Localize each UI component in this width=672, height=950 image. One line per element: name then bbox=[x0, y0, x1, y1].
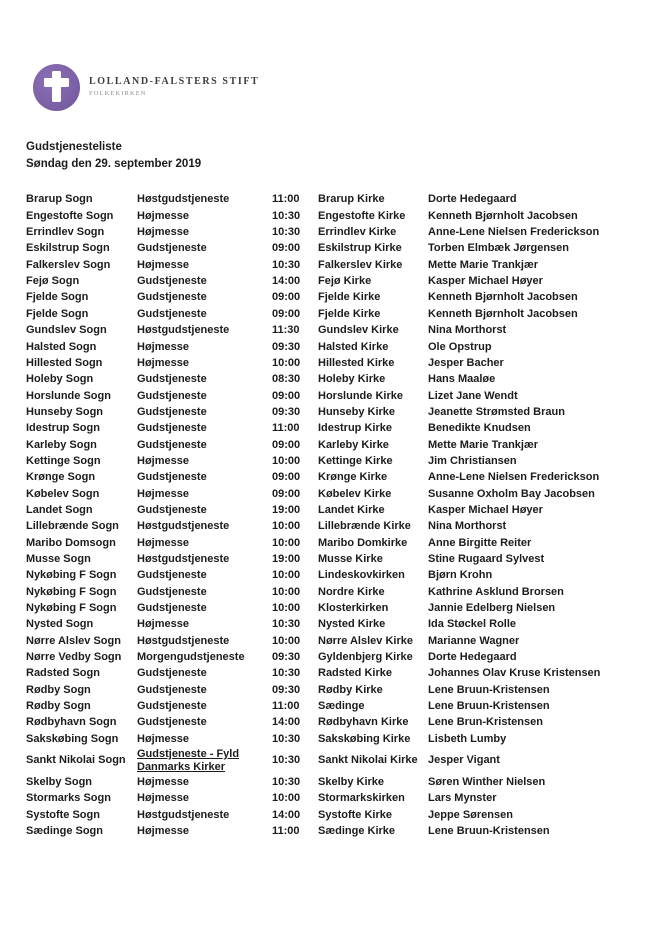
church-cell: Nysted Kirke bbox=[318, 618, 386, 631]
celebrant-cell: Lars Mynster bbox=[428, 792, 497, 805]
celebrant-cell: Jeanette Strømsted Braun bbox=[428, 405, 565, 418]
time-cell: 19:00 bbox=[272, 552, 301, 565]
table-row bbox=[26, 486, 662, 502]
time-cell: 10:30 bbox=[272, 732, 301, 745]
parish-cell: Systofte Sogn bbox=[26, 808, 100, 821]
celebrant-cell: Ole Opstrup bbox=[428, 340, 492, 353]
table-row bbox=[26, 241, 662, 257]
service-cell: Gudstjeneste bbox=[137, 471, 207, 484]
parish-cell: Eskilstrup Sogn bbox=[26, 242, 110, 255]
celebrant-cell: Kenneth Bjørnholt Jacobsen bbox=[428, 291, 578, 304]
service-cell: Gudstjeneste bbox=[137, 667, 207, 680]
parish-cell: Hunseby Sogn bbox=[26, 405, 104, 418]
church-cell: Errindlev Kirke bbox=[318, 226, 397, 239]
time-cell: 10:00 bbox=[272, 585, 301, 598]
time-cell: 09:00 bbox=[272, 307, 301, 320]
church-cell: Gyldenbjerg Kirke bbox=[318, 651, 413, 664]
church-cell: Holeby Kirke bbox=[318, 373, 386, 386]
service-cell: Gudstjeneste bbox=[137, 389, 207, 402]
time-cell: 10:30 bbox=[272, 754, 301, 767]
parish-cell: Sædinge Sogn bbox=[26, 825, 103, 838]
table-row bbox=[26, 666, 662, 682]
service-cell: Gudstjeneste bbox=[137, 700, 207, 713]
table-row bbox=[26, 290, 662, 306]
service-cell: Højmesse bbox=[137, 356, 189, 369]
parish-cell: Nykøbing F Sogn bbox=[26, 585, 117, 598]
table-row bbox=[26, 323, 662, 339]
celebrant-cell: Hans Maaløe bbox=[428, 373, 496, 386]
time-cell: 09:00 bbox=[272, 471, 301, 484]
service-cell: Højmesse bbox=[137, 209, 189, 222]
service-cell: Højmesse bbox=[137, 792, 189, 805]
church-cell: Engestofte Kirke bbox=[318, 209, 406, 222]
celebrant-cell: Bjørn Krohn bbox=[428, 569, 493, 582]
diocese-name: LOLLAND-FALSTERS STIFT bbox=[89, 76, 260, 87]
celebrant-cell: Mette Marie Trankjær bbox=[428, 438, 539, 451]
celebrant-cell: Dorte Hedegaard bbox=[428, 651, 517, 664]
celebrant-cell: Anne-Lene Nielsen Frederickson bbox=[428, 471, 600, 484]
time-cell: 10:00 bbox=[272, 536, 301, 549]
time-cell: 09:30 bbox=[272, 683, 301, 696]
church-cell: Musse Kirke bbox=[318, 552, 383, 565]
diocese-logo-text bbox=[89, 76, 259, 111]
table-row bbox=[26, 274, 662, 290]
celebrant-cell: Nina Morthorst bbox=[428, 324, 507, 337]
time-cell: 09:30 bbox=[272, 340, 301, 353]
table-row bbox=[26, 470, 662, 486]
church-cell: Hunseby Kirke bbox=[318, 405, 396, 418]
cross-horizontal-bar bbox=[44, 78, 69, 87]
celebrant-cell: Jim Christiansen bbox=[428, 454, 517, 467]
celebrant-cell: Lene Bruun-Kristensen bbox=[428, 683, 550, 696]
table-row bbox=[26, 617, 662, 633]
church-cell: Lindeskovkirken bbox=[318, 569, 405, 582]
page-title: Gudstjenesteliste bbox=[26, 141, 122, 153]
time-cell: 11:00 bbox=[272, 193, 300, 206]
parish-cell: Krønge Sogn bbox=[26, 471, 96, 484]
church-cell: Falkerslev Kirke bbox=[318, 258, 403, 271]
time-cell: 10:00 bbox=[272, 454, 301, 467]
church-cell: Sædinge bbox=[318, 700, 365, 713]
title-block bbox=[26, 139, 201, 172]
church-cell: Idestrup Kirke bbox=[318, 422, 392, 435]
service-cell: Høstgudstjeneste bbox=[137, 520, 230, 533]
church-cell: Nørre Alslev Kirke bbox=[318, 634, 413, 647]
celebrant-cell: Anne-Lene Nielsen Frederickson bbox=[428, 226, 600, 239]
parish-cell: Karleby Sogn bbox=[26, 438, 97, 451]
celebrant-cell: Lisbeth Lumby bbox=[428, 732, 507, 745]
celebrant-cell: Jeppe Sørensen bbox=[428, 808, 513, 821]
table-row bbox=[26, 650, 662, 666]
parish-cell: Landet Sogn bbox=[26, 503, 93, 516]
parish-cell: Engestofte Sogn bbox=[26, 209, 114, 222]
parish-cell: Rødbyhavn Sogn bbox=[26, 716, 117, 729]
table-row bbox=[26, 306, 662, 322]
service-cell: Gudstjeneste - Fyld Danmarks Kirker bbox=[137, 747, 240, 774]
diocese-subtitle: FOLKEKIRKEN bbox=[89, 90, 147, 97]
church-cell: Stormarkskirken bbox=[318, 792, 405, 805]
table-row bbox=[26, 584, 662, 600]
table-row bbox=[26, 388, 662, 404]
service-cell: Højmesse bbox=[137, 825, 189, 838]
service-cell: Gudstjeneste bbox=[137, 307, 207, 320]
table-row bbox=[26, 568, 662, 584]
time-cell: 11:00 bbox=[272, 422, 300, 435]
service-cell: Gudstjeneste bbox=[137, 716, 207, 729]
service-cell: Gudstjeneste bbox=[137, 242, 207, 255]
celebrant-cell: Kasper Michael Høyer bbox=[428, 503, 543, 516]
church-cell: Købelev Kirke bbox=[318, 487, 392, 500]
table-row bbox=[26, 791, 662, 807]
service-cell: Gudstjeneste bbox=[137, 405, 207, 418]
table-row bbox=[26, 257, 662, 273]
diocese-logo bbox=[33, 64, 259, 111]
table-row bbox=[26, 437, 662, 453]
church-cell: Nordre Kirke bbox=[318, 585, 385, 598]
service-cell: Højmesse bbox=[137, 226, 189, 239]
parish-cell: Sankt Nikolai Sogn bbox=[26, 754, 126, 767]
table-row bbox=[26, 372, 662, 388]
service-table bbox=[0, 192, 672, 840]
church-cell: Radsted Kirke bbox=[318, 667, 392, 680]
church-cell: Krønge Kirke bbox=[318, 471, 388, 484]
time-cell: 11:30 bbox=[272, 324, 300, 337]
service-cell: Gudstjeneste bbox=[137, 291, 207, 304]
church-cell: Brarup Kirke bbox=[318, 193, 385, 206]
celebrant-cell: Johannes Olav Kruse Kristensen bbox=[428, 667, 601, 680]
celebrant-cell: Ida Støckel Rolle bbox=[428, 618, 517, 631]
church-cell: Hillested Kirke bbox=[318, 356, 395, 369]
table-row bbox=[26, 601, 662, 617]
time-cell: 19:00 bbox=[272, 503, 301, 516]
celebrant-cell: Jannie Edelberg Nielsen bbox=[428, 602, 556, 615]
time-cell: 09:00 bbox=[272, 438, 301, 451]
service-cell: Højmesse bbox=[137, 487, 189, 500]
service-cell: Højmesse bbox=[137, 776, 189, 789]
table-row bbox=[26, 404, 662, 420]
parish-cell: Maribo Domsogn bbox=[26, 536, 116, 549]
parish-cell: Sakskøbing Sogn bbox=[26, 732, 119, 745]
parish-cell: Halsted Sogn bbox=[26, 340, 97, 353]
parish-cell: Nykøbing F Sogn bbox=[26, 602, 117, 615]
church-cell: Fjelde Kirke bbox=[318, 307, 381, 320]
parish-cell: Rødby Sogn bbox=[26, 700, 91, 713]
service-cell: Højmesse bbox=[137, 258, 189, 271]
church-cell: Eskilstrup Kirke bbox=[318, 242, 402, 255]
service-cell: Gudstjeneste bbox=[137, 503, 207, 516]
service-cell: Højmesse bbox=[137, 340, 189, 353]
parish-cell: Hillested Sogn bbox=[26, 356, 103, 369]
parish-cell: Nørre Alslev Sogn bbox=[26, 634, 121, 647]
time-cell: 11:00 bbox=[272, 700, 300, 713]
time-cell: 09:00 bbox=[272, 242, 301, 255]
time-cell: 09:00 bbox=[272, 389, 301, 402]
parish-cell: Brarup Sogn bbox=[26, 193, 93, 206]
celebrant-cell: Jesper Bacher bbox=[428, 356, 504, 369]
service-cell: Høstgudstjeneste bbox=[137, 193, 230, 206]
parish-cell: Gundslev Sogn bbox=[26, 324, 107, 337]
parish-cell: Lillebrænde Sogn bbox=[26, 520, 119, 533]
time-cell: 10:30 bbox=[272, 226, 301, 239]
parish-cell: Købelev Sogn bbox=[26, 487, 100, 500]
time-cell: 09:30 bbox=[272, 651, 301, 664]
service-cell: Højmesse bbox=[137, 618, 189, 631]
celebrant-cell: Kenneth Bjørnholt Jacobsen bbox=[428, 307, 578, 320]
parish-cell: Falkerslev Sogn bbox=[26, 258, 111, 271]
parish-cell: Fjelde Sogn bbox=[26, 291, 89, 304]
service-cell: Gudstjeneste bbox=[137, 683, 207, 696]
parish-cell: Radsted Sogn bbox=[26, 667, 100, 680]
table-row bbox=[26, 807, 662, 823]
church-cell: Karleby Kirke bbox=[318, 438, 389, 451]
church-cell: Rødby Kirke bbox=[318, 683, 383, 696]
time-cell: 11:00 bbox=[272, 825, 300, 838]
time-cell: 10:30 bbox=[272, 618, 301, 631]
celebrant-cell: Anne Birgitte Reiter bbox=[428, 536, 532, 549]
table-row bbox=[26, 552, 662, 568]
celebrant-cell: Jesper Vigant bbox=[428, 754, 500, 767]
table-row bbox=[26, 421, 662, 437]
celebrant-cell: Kasper Michael Høyer bbox=[428, 275, 543, 288]
table-row bbox=[26, 339, 662, 355]
parish-cell: Holeby Sogn bbox=[26, 373, 94, 386]
table-row bbox=[26, 192, 662, 208]
time-cell: 10:00 bbox=[272, 520, 301, 533]
service-cell: Gudstjeneste bbox=[137, 438, 207, 451]
celebrant-cell: Torben Elmbæk Jørgensen bbox=[428, 242, 569, 255]
celebrant-cell: Lene Brun-Kristensen bbox=[428, 716, 543, 729]
service-cell: Gudstjeneste bbox=[137, 602, 207, 615]
parish-cell: Nykøbing F Sogn bbox=[26, 569, 117, 582]
parish-cell: Kettinge Sogn bbox=[26, 454, 101, 467]
church-cell: Halsted Kirke bbox=[318, 340, 389, 353]
celebrant-cell: Stine Rugaard Sylvest bbox=[428, 552, 545, 565]
parish-cell: Horslunde Sogn bbox=[26, 389, 111, 402]
service-cell: Højmesse bbox=[137, 454, 189, 467]
parish-cell: Nysted Sogn bbox=[26, 618, 94, 631]
time-cell: 10:30 bbox=[272, 776, 301, 789]
table-row bbox=[26, 355, 662, 371]
table-row bbox=[26, 699, 662, 715]
church-cell: Skelby Kirke bbox=[318, 776, 385, 789]
church-cell: Horslunde Kirke bbox=[318, 389, 403, 402]
cross-logo-icon bbox=[33, 64, 80, 111]
church-cell: Landet Kirke bbox=[318, 503, 385, 516]
church-cell: Fjelde Kirke bbox=[318, 291, 381, 304]
church-cell: Sædinge Kirke bbox=[318, 825, 396, 838]
time-cell: 10:00 bbox=[272, 602, 301, 615]
time-cell: 10:30 bbox=[272, 667, 301, 680]
table-row bbox=[26, 775, 662, 791]
celebrant-cell: Kathrine Asklund Brorsen bbox=[428, 585, 564, 598]
service-cell: Høstgudstjeneste bbox=[137, 324, 230, 337]
service-cell: Højmesse bbox=[137, 732, 189, 745]
church-cell: Kettinge Kirke bbox=[318, 454, 393, 467]
parish-cell: Idestrup Sogn bbox=[26, 422, 100, 435]
parish-cell: Fjelde Sogn bbox=[26, 307, 89, 320]
parish-cell: Fejø Sogn bbox=[26, 275, 80, 288]
time-cell: 14:00 bbox=[272, 275, 301, 288]
time-cell: 10:00 bbox=[272, 792, 301, 805]
table-row bbox=[26, 824, 662, 840]
celebrant-cell: Mette Marie Trankjær bbox=[428, 258, 539, 271]
celebrant-cell: Lizet Jane Wendt bbox=[428, 389, 518, 402]
time-cell: 08:30 bbox=[272, 373, 301, 386]
church-cell: Klosterkirken bbox=[318, 602, 389, 615]
celebrant-cell: Dorte Hedegaard bbox=[428, 193, 517, 206]
church-cell: Sankt Nikolai Kirke bbox=[318, 754, 418, 767]
table-row bbox=[26, 748, 662, 775]
table-row bbox=[26, 633, 662, 649]
parish-cell: Errindlev Sogn bbox=[26, 226, 105, 239]
church-cell: Systofte Kirke bbox=[318, 808, 392, 821]
service-cell: Høstgudstjeneste bbox=[137, 808, 230, 821]
time-cell: 14:00 bbox=[272, 716, 301, 729]
table-row bbox=[26, 731, 662, 747]
service-cell: Morgengudstjeneste bbox=[137, 651, 245, 664]
table-row bbox=[26, 682, 662, 698]
service-cell: Gudstjeneste bbox=[137, 275, 207, 288]
celebrant-cell: Nina Morthorst bbox=[428, 520, 507, 533]
church-cell: Rødbyhavn Kirke bbox=[318, 716, 409, 729]
parish-cell: Rødby Sogn bbox=[26, 683, 91, 696]
celebrant-cell: Søren Winther Nielsen bbox=[428, 776, 546, 789]
parish-cell: Nørre Vedby Sogn bbox=[26, 651, 122, 664]
time-cell: 10:00 bbox=[272, 569, 301, 582]
church-cell: Gundslev Kirke bbox=[318, 324, 399, 337]
table-row bbox=[26, 535, 662, 551]
time-cell: 10:30 bbox=[272, 258, 301, 271]
table-row bbox=[26, 503, 662, 519]
parish-cell: Skelby Sogn bbox=[26, 776, 93, 789]
table-row bbox=[26, 519, 662, 535]
service-cell: Gudstjeneste bbox=[137, 422, 207, 435]
time-cell: 09:00 bbox=[272, 487, 301, 500]
service-cell: Høstgudstjeneste bbox=[137, 634, 230, 647]
table-row bbox=[26, 715, 662, 731]
service-cell: Højmesse bbox=[137, 536, 189, 549]
church-cell: Fejø Kirke bbox=[318, 275, 372, 288]
service-cell: Gudstjeneste bbox=[137, 569, 207, 582]
time-cell: 09:00 bbox=[272, 291, 301, 304]
page-date: Søndag den 29. september 2019 bbox=[26, 157, 202, 170]
celebrant-cell: Susanne Oxholm Bay Jacobsen bbox=[428, 487, 595, 500]
table-row bbox=[26, 454, 662, 470]
service-cell: Gudstjeneste bbox=[137, 585, 207, 598]
church-cell: Sakskøbing Kirke bbox=[318, 732, 411, 745]
celebrant-cell: Marianne Wagner bbox=[428, 634, 520, 647]
time-cell: 09:30 bbox=[272, 405, 301, 418]
time-cell: 10:00 bbox=[272, 634, 301, 647]
service-cell: Høstgudstjeneste bbox=[137, 552, 230, 565]
table-row bbox=[26, 208, 662, 224]
time-cell: 10:00 bbox=[272, 356, 301, 369]
celebrant-cell: Kenneth Bjørnholt Jacobsen bbox=[428, 209, 578, 222]
celebrant-cell: Benedikte Knudsen bbox=[428, 422, 531, 435]
service-cell: Gudstjeneste bbox=[137, 373, 207, 386]
church-cell: Lillebrænde Kirke bbox=[318, 520, 411, 533]
table-row bbox=[26, 225, 662, 241]
celebrant-cell: Lene Bruun-Kristensen bbox=[428, 700, 550, 713]
celebrant-cell: Lene Bruun-Kristensen bbox=[428, 825, 550, 838]
time-cell: 10:30 bbox=[272, 209, 301, 222]
parish-cell: Musse Sogn bbox=[26, 552, 91, 565]
time-cell: 14:00 bbox=[272, 808, 301, 821]
parish-cell: Stormarks Sogn bbox=[26, 792, 111, 805]
church-cell: Maribo Domkirke bbox=[318, 536, 408, 549]
